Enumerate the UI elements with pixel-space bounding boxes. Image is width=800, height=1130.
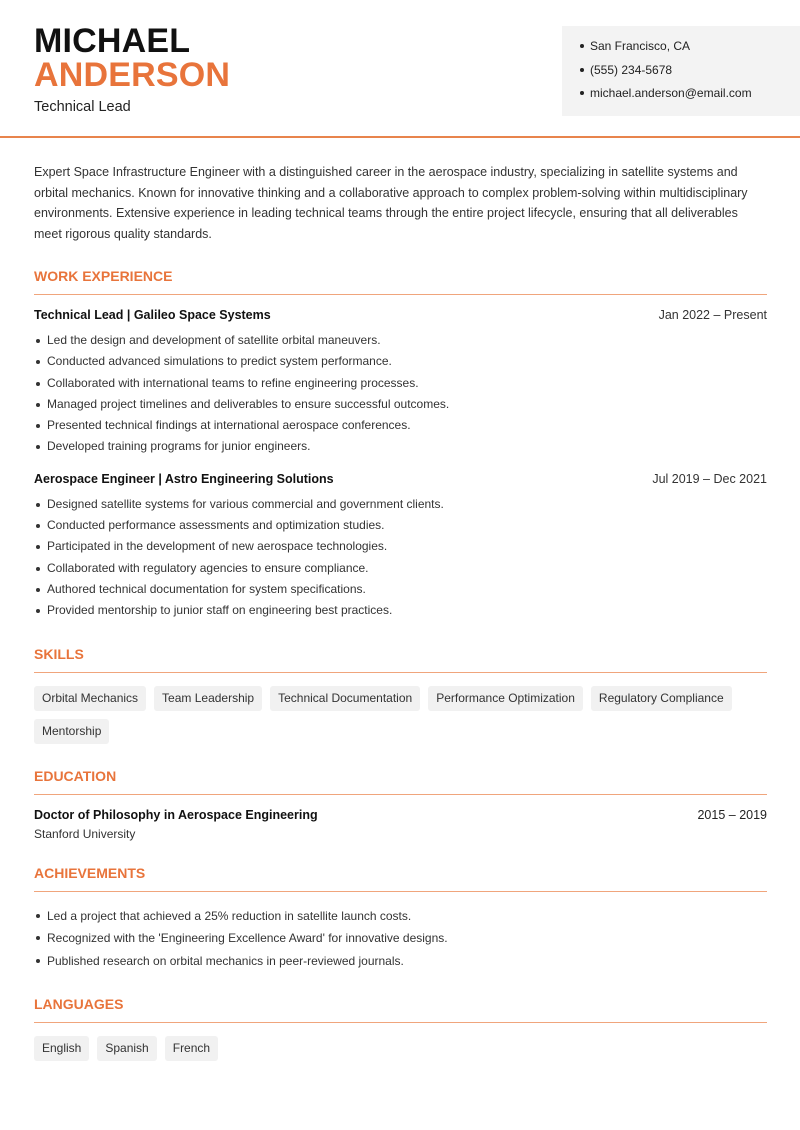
section-title-achievements: ACHIEVEMENTS bbox=[34, 865, 767, 892]
job-bullet: Designed satellite systems for various commercial and government clients. bbox=[34, 494, 767, 515]
language-tag: French bbox=[165, 1036, 218, 1061]
job-entry bbox=[34, 308, 767, 458]
section-title-work: WORK EXPERIENCE bbox=[34, 268, 767, 295]
achievement-item: Recognized with the 'Engineering Excellence Award' for innovative designs. bbox=[34, 927, 767, 950]
language-tag: Spanish bbox=[97, 1036, 156, 1061]
education-entry bbox=[34, 808, 767, 841]
job-bullet: Provided mentorship to junior staff on engineering best practices. bbox=[34, 600, 767, 621]
job-bullet: Presented technical findings at international aerospace conferences. bbox=[34, 415, 767, 436]
job-bullet: Conducted advanced simulations to predict system performance. bbox=[34, 351, 767, 372]
resume-header bbox=[0, 0, 800, 138]
job-role: Aerospace Engineer | Astro Engineering Solutions bbox=[34, 471, 334, 486]
skills-list bbox=[34, 686, 767, 744]
contact-email[interactable]: michael.anderson@email.com bbox=[580, 85, 800, 109]
job-dates: Jul 2019 – Dec 2021 bbox=[652, 471, 767, 486]
candidate-name bbox=[34, 24, 230, 92]
language-tag: English bbox=[34, 1036, 89, 1061]
job-bullet: Collaborated with international teams to refine engineering processes. bbox=[34, 373, 767, 394]
section-title-skills: SKILLS bbox=[34, 646, 767, 673]
section-title-education: EDUCATION bbox=[34, 768, 767, 795]
education-degree: Doctor of Philosophy in Aerospace Engineering bbox=[34, 807, 318, 822]
first-name: MICHAEL bbox=[34, 22, 191, 60]
education-dates: 2015 – 2019 bbox=[697, 807, 767, 822]
job-title: Technical Lead bbox=[34, 99, 131, 115]
job-bullet: Collaborated with regulatory agencies to ensure compliance. bbox=[34, 558, 767, 579]
job-bullet: Developed training programs for junior engineers. bbox=[34, 436, 767, 457]
section-title-languages: LANGUAGES bbox=[34, 996, 767, 1023]
contact-box bbox=[562, 26, 800, 116]
job-bullet: Conducted performance assessments and optimization studies. bbox=[34, 515, 767, 536]
languages-list bbox=[34, 1036, 767, 1061]
job-dates: Jan 2022 – Present bbox=[658, 308, 767, 322]
job-bullet: Authored technical documentation for system specifications. bbox=[34, 579, 767, 600]
last-name: ANDERSON bbox=[34, 56, 231, 94]
job-bullet: Managed project timelines and deliverables to ensure successful outcomes. bbox=[34, 394, 767, 415]
education-school: Stanford University bbox=[34, 826, 136, 841]
job-bullet: Participated in the development of new aerospace technologies. bbox=[34, 536, 767, 557]
job-role: Technical Lead | Galileo Space Systems bbox=[34, 308, 271, 322]
skill-tag: Technical Documentation bbox=[270, 686, 420, 711]
contact-phone: (555) 234-5678 bbox=[580, 62, 800, 86]
achievements-list bbox=[34, 905, 767, 973]
summary: Expert Space Infrastructure Engineer with a distinguished career in the aerospace industry, specializing in satellite systems and orbital mechanics. Known for innovative thinking and a collaborative approach to complex problem-solving within multidisciplinary environments. Extensive experience in leading technical teams through the entire project lifecycle, ensuring that all deliverables meet rigorous quality standards. bbox=[34, 165, 748, 241]
achievement-item: Published research on orbital mechanics in peer-reviewed journals. bbox=[34, 950, 767, 973]
skill-tag: Performance Optimization bbox=[428, 686, 583, 711]
skill-tag: Mentorship bbox=[34, 719, 109, 744]
skill-tag: Team Leadership bbox=[154, 686, 262, 711]
job-bullet: Led the design and development of satellite orbital maneuvers. bbox=[34, 330, 767, 351]
skill-tag: Orbital Mechanics bbox=[34, 686, 146, 711]
job-entry bbox=[34, 472, 767, 622]
achievement-item: Led a project that achieved a 25% reduction in satellite launch costs. bbox=[34, 905, 767, 928]
skill-tag: Regulatory Compliance bbox=[591, 686, 732, 711]
resume-body bbox=[34, 162, 767, 1061]
contact-location: San Francisco, CA bbox=[580, 38, 800, 62]
